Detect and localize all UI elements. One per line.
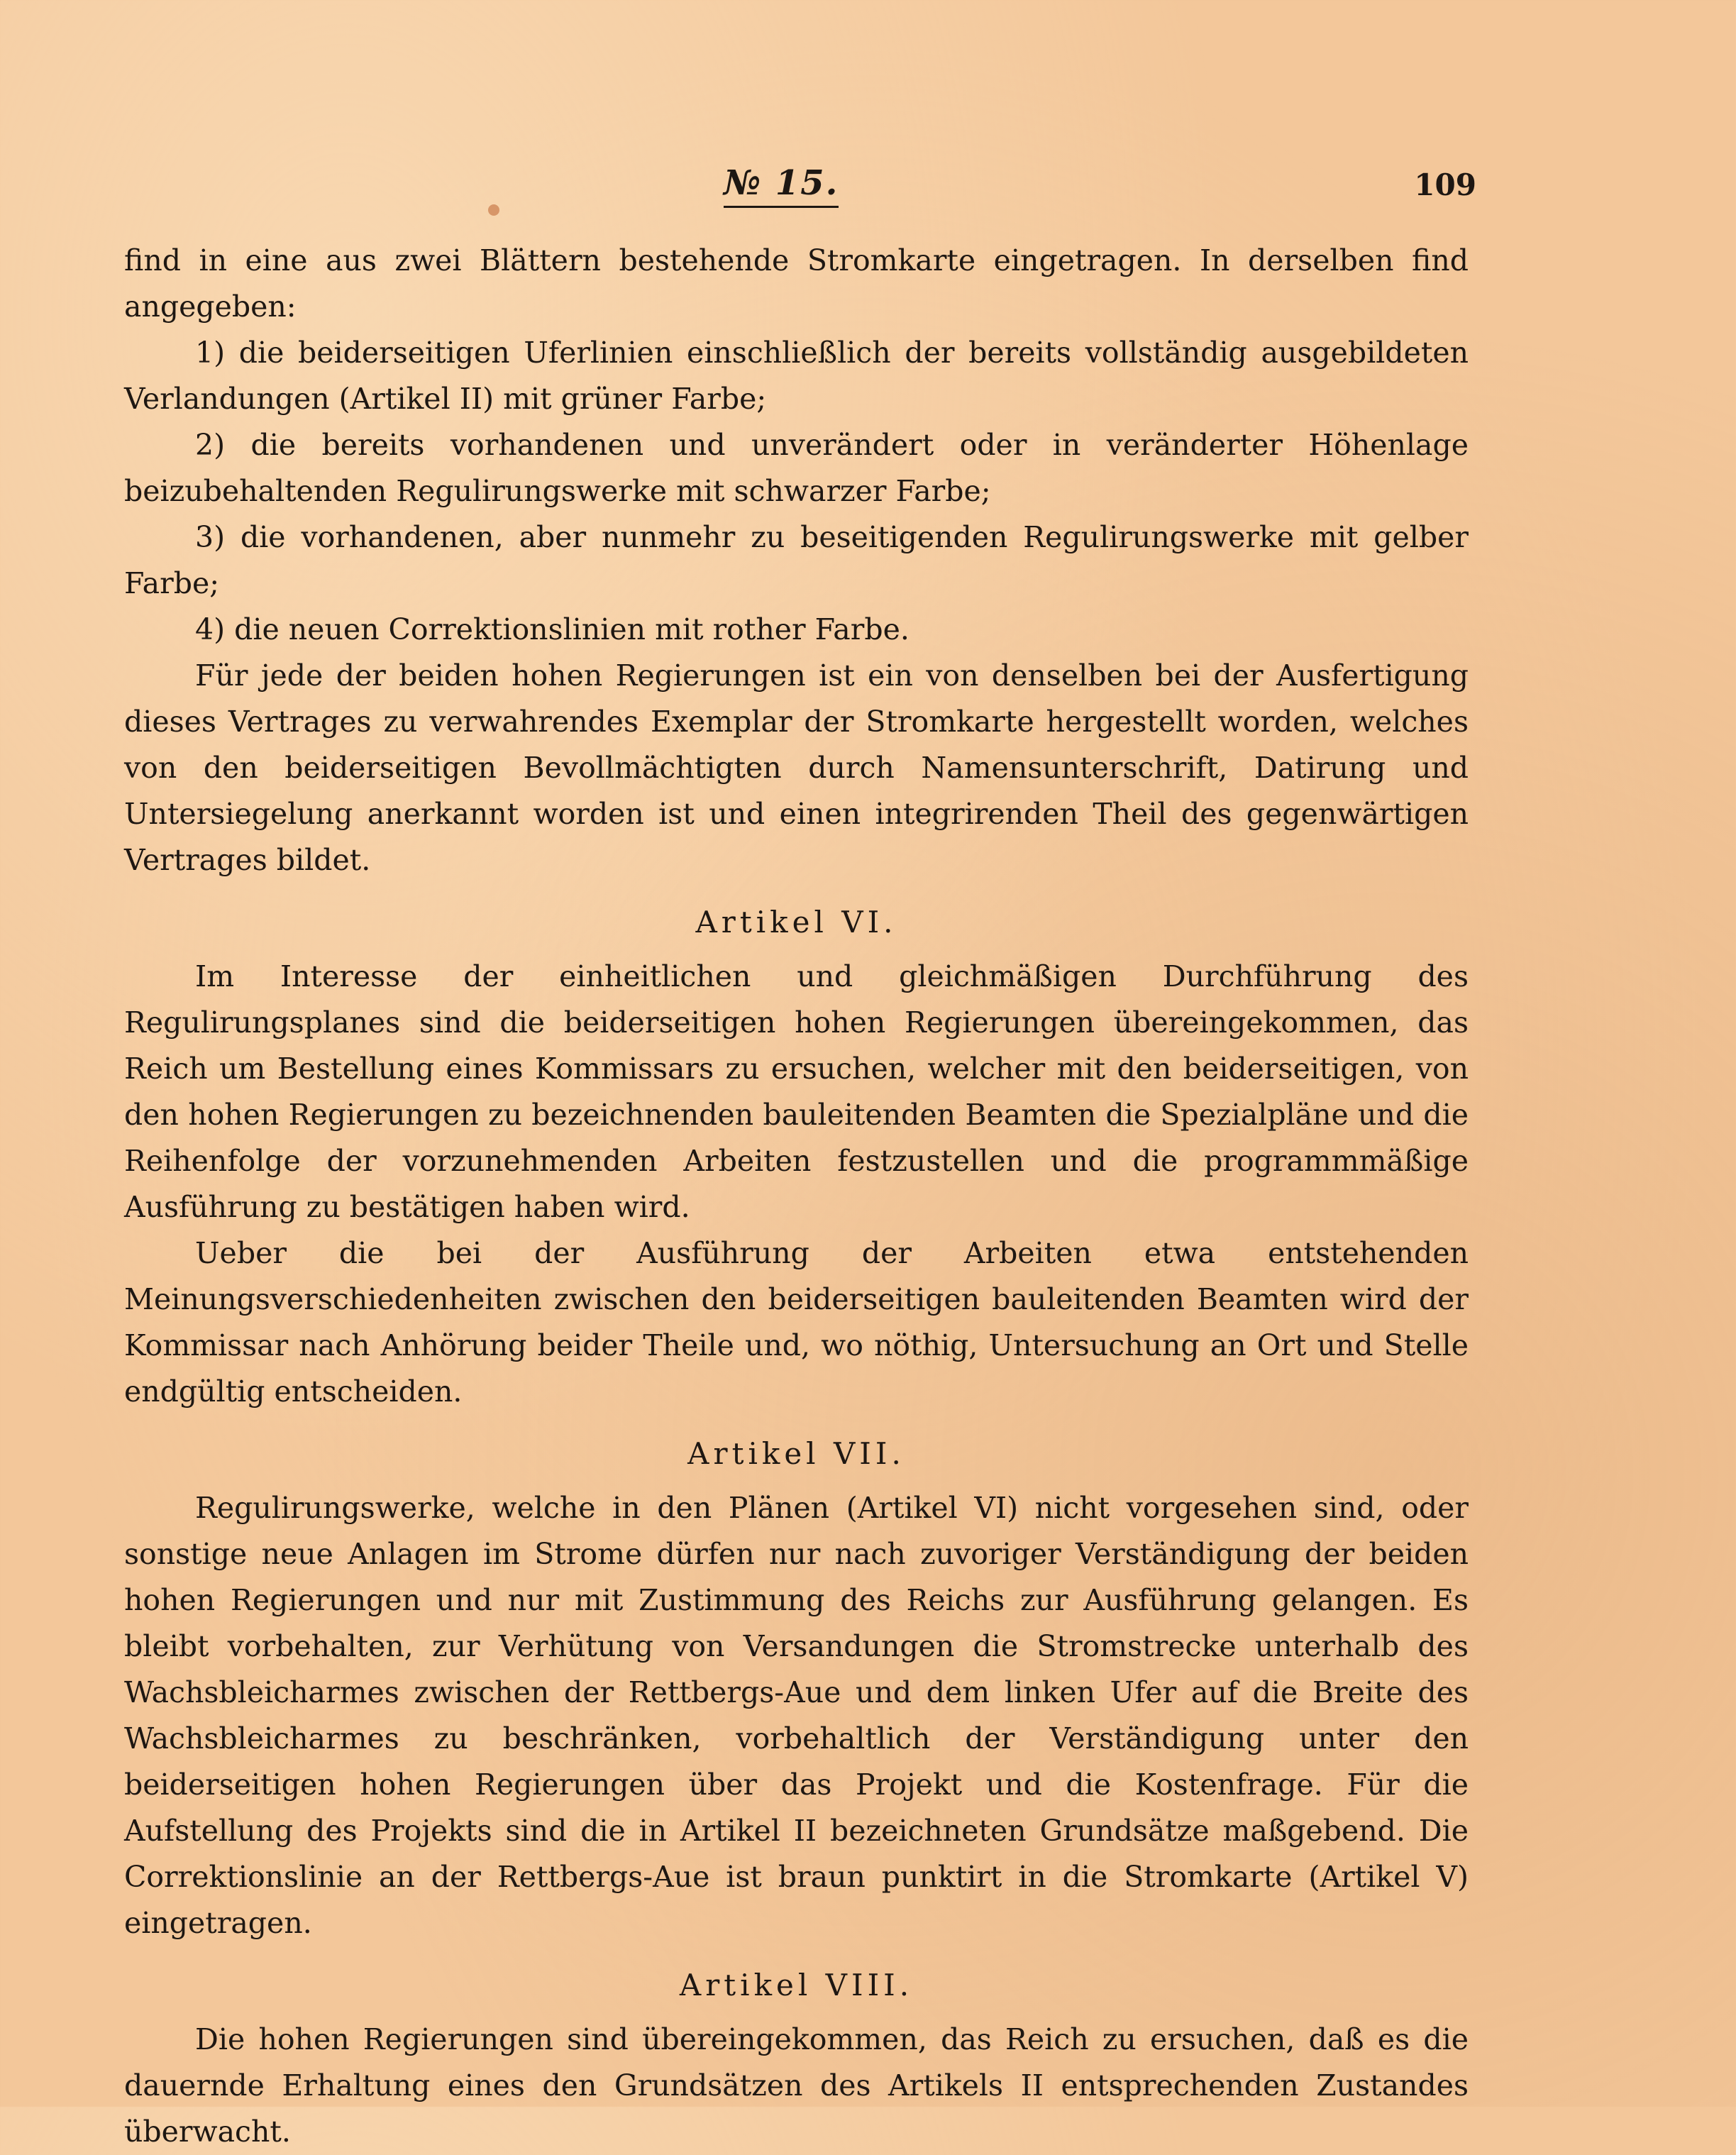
paragraph-exemplar: Für jede der beiden hohen Regierungen ist ein von denselben bei der Ausfertigung dieses Vertrages zu verwahrendes Exemplar der Stromkarte hergestellt worden, welches von den beiderseitigen Bevollmächtigten durch Namensunterschrift, Datirung und Untersiegelung anerkannt worden ist und einen integrirenden Theil des gegenwärtigen Vertrages bildet. bbox=[124, 658, 1469, 877]
paragraph-vi-2: Ueber die bei der Ausführung der Arbeiten etwa entstehenden Meinungsverschiedenheiten zwischen den beiderseitigen bauleitenden Beamten wird der Kommissar nach Anhörung beider Theile und, wo nöthig, Untersuchung an Ort und Stelle endgültig entscheiden. bbox=[124, 1236, 1469, 1409]
intro-paragraph: find in eine aus zwei Blättern bestehende Stromkarte eingetragen. In derselben find angegeben: bbox=[124, 243, 1469, 324]
heading-artikel-vi: Artikel VI. bbox=[695, 905, 897, 939]
list-item-2: 2) die bereits vorhandenen und unverändert oder in veränderter Höhenlage beizubehaltenden Regulirungswerke mit schwarzer Farbe; bbox=[124, 428, 1469, 508]
paragraph-vi-1: Im Interesse der einheitlichen und gleichmäßigen Durchführung des Regulirungsplanes sind die beiderseitigen hohen Regierungen übereingekommen, das Reich um Bestellung eines Kommissars zu ersuchen, welcher mit den beiderseitigen, von den hohen Regierungen zu bezeichnenden bauleitenden Beamten die Spezialpläne und die Reihenfolge der vorzunehmenden Arbeiten festzustellen und die programmmäßige Ausführung zu bestätigen haben wird. bbox=[124, 959, 1469, 1224]
paragraph-viii: Die hohen Regierungen sind übereingekommen, das Reich zu ersuchen, daß es die dauernde Erhaltung eines den Grundsätzen des Artikels II entsprechenden Zustandes überwacht. bbox=[124, 2022, 1469, 2149]
page-number: 109 bbox=[1414, 167, 1476, 202]
list-item-3: 3) die vorhandenen, aber nunmehr zu beseitigenden Regulirungswerke mit gelber Farbe; bbox=[124, 520, 1469, 600]
issue-number: № 15. bbox=[724, 163, 839, 208]
list-item-4: 4) die neuen Correktionslinien mit rother Farbe. bbox=[195, 612, 910, 646]
page-header bbox=[124, 163, 1476, 213]
list-item-1: 1) die beiderseitigen Uferlinien einschließlich der bereits vollständig ausgebildeten Verlandungen (Artikel II) mit grüner Farbe; bbox=[124, 336, 1469, 416]
heading-artikel-vii: Artikel VII. bbox=[687, 1436, 905, 1471]
paragraph-vii: Regulirungswerke, welche in den Plänen (Artikel VI) nicht vorgesehen sind, oder sonstige neue Anlagen im Strome dürfen nur nach zuvoriger Verständigung der beiden hohen Regierungen und nur mit Zustimmung des Reichs zur Ausführung gelangen. Es bleibt vorbehalten, zur Verhütung von Versandungen die Stromstrecke unterhalb des Wachsbleicharmes zwischen der Rettbergs-Aue und dem linken Ufer auf die Breite des Wachsbleicharmes zu beschränken, vorbehaltlich der Verständigung unter den beiderseitigen hohen Regierungen über das Projekt und die Kostenfrage. Für die Aufstellung des Projekts sind die in Artikel II bezeichneten Grundsätze maßgebend. Die Correktionslinie an der Rettbergs-Aue ist braun punktirt in die Stromkarte (Artikel V) eingetragen. bbox=[124, 1491, 1469, 1940]
heading-artikel-viii: Artikel VIII. bbox=[679, 1968, 914, 2002]
document-body bbox=[124, 238, 1469, 2155]
